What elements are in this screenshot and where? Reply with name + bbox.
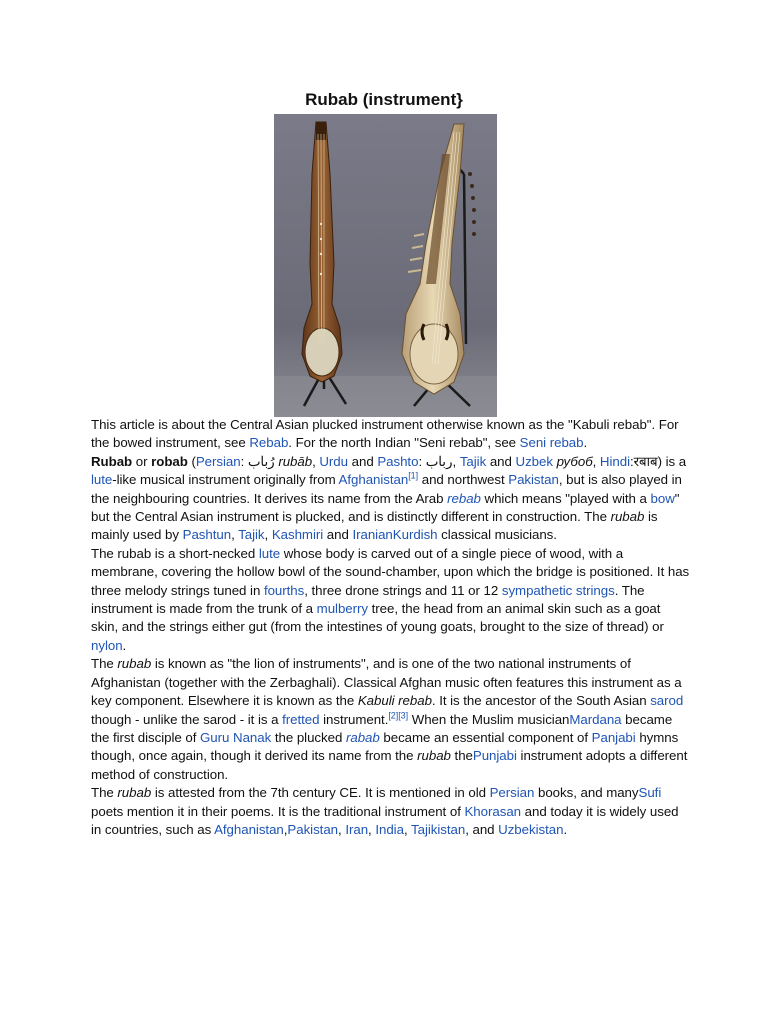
text: , <box>283 821 288 837</box>
link-kurdish[interactable]: Kurdish <box>392 527 438 543</box>
link-nylon[interactable]: nylon <box>91 637 123 653</box>
term-robab: robab <box>151 453 188 469</box>
reference-2-3[interactable]: [2][3] <box>388 710 409 721</box>
text: , <box>368 821 376 837</box>
link-pashtun[interactable]: Pashtun <box>182 527 232 543</box>
paragraph-usage <box>91 784 691 839</box>
text: . <box>583 435 588 451</box>
link-guru-nanak[interactable]: Guru Nanak <box>200 729 272 745</box>
text: , <box>452 453 460 469</box>
link-afghanistan[interactable]: Afghanistan <box>338 472 409 488</box>
text: " but the Central Asian instrument is plucked, and is distinctly different in construction. The <box>91 490 680 525</box>
text: . For the north Indian "Seni rebab", see <box>288 435 520 451</box>
text: is known as "the lion of instruments", and is one of the two national instruments of Afghanistan (together with the Zerbaghali). Classical Afghan music often features this instrument as a key component. Elsewhere it is known as the <box>91 656 682 709</box>
link-rebab[interactable]: Rebab <box>249 435 289 451</box>
text: , three drone strings and 11 or 12 <box>304 582 502 598</box>
hatnote <box>91 416 691 453</box>
text: : <box>418 453 426 469</box>
link-persian[interactable]: Persian <box>195 453 241 469</box>
link-mulberry[interactable]: mulberry <box>316 601 368 617</box>
link-sympathetic-strings[interactable]: sympathetic strings <box>501 582 615 598</box>
link-fretted[interactable]: fretted <box>282 711 320 727</box>
link-tajik-people[interactable]: Tajik <box>238 527 265 543</box>
term-kabuli-rebab: Kabuli rebab <box>357 693 432 709</box>
rubab-photo <box>274 114 497 417</box>
link-iran[interactable]: Iran <box>345 821 369 837</box>
term-rubab: Rubab <box>91 453 133 469</box>
persian-script: رُباب <box>247 453 275 469</box>
text: The <box>91 656 118 672</box>
text: , <box>403 821 411 837</box>
text: This article is about the Central Asian plucked instrument otherwise known as the "Kabuli rebab". For the bowed instrument, see <box>91 417 679 451</box>
link-panjabi[interactable]: Panjabi <box>591 729 636 745</box>
hindi-script: रबाब <box>633 453 658 469</box>
cyrillic-term: рубоб <box>556 453 593 469</box>
text: which means "played with a <box>480 490 651 506</box>
term-rubab-italic: rubab <box>610 509 645 525</box>
text: instrument adopts a different method of construction. <box>91 748 688 782</box>
link-sarod[interactable]: sarod <box>650 693 684 709</box>
link-uzbek[interactable]: Uzbek <box>515 453 553 469</box>
reference-1[interactable]: [1] <box>408 470 419 481</box>
text: : <box>629 453 634 469</box>
article-body <box>91 416 691 839</box>
text: the plucked <box>271 729 346 745</box>
text: hymns though, once again, though it derived its name from the <box>91 729 679 764</box>
text: instrument. <box>319 711 389 727</box>
text: poets mention it in their poems. It is the traditional instrument of <box>91 803 465 819</box>
link-pakistan[interactable]: Pakistan <box>287 821 339 837</box>
term-rubab-italic: rubab <box>117 785 152 801</box>
link-persian[interactable]: Persian <box>489 785 535 801</box>
pashto-script: رباب <box>425 453 453 469</box>
link-khorasan[interactable]: Khorasan <box>464 803 522 819</box>
link-fourths[interactable]: fourths <box>263 582 305 598</box>
text: : <box>240 453 248 469</box>
link-bow[interactable]: bow <box>650 490 675 506</box>
text: ) is a <box>657 453 687 469</box>
link-pakistan[interactable]: Pakistan <box>508 472 559 488</box>
text: ( <box>187 453 196 469</box>
paragraph-construction <box>91 545 691 655</box>
term-rubab-italic: rubab <box>117 656 152 672</box>
text: . It is the ancestor of the South Asian <box>431 693 651 709</box>
link-mardana[interactable]: Mardana <box>569 711 622 727</box>
text: , but is also played in the neighbouring countries. It derives its name from the Arab <box>91 472 682 506</box>
text: classical musicians. <box>437 527 557 543</box>
link-lute[interactable]: lute <box>258 545 281 561</box>
link-tajikistan[interactable]: Tajikistan <box>411 821 466 837</box>
text: or <box>132 453 152 469</box>
text: became the first disciple of <box>91 711 673 745</box>
text: -like musical instrument originally from <box>112 472 339 488</box>
text: The rubab is a short-necked <box>91 545 259 561</box>
link-sufi[interactable]: Sufi <box>638 785 662 801</box>
link-afghanistan[interactable]: Afghanistan <box>214 821 284 837</box>
text: , and <box>465 821 499 837</box>
link-rebab-term[interactable]: rebab <box>447 490 481 506</box>
link-kashmiri[interactable]: Kashmiri <box>271 527 324 543</box>
text: tree, the head from an animal skin such as a goat skin, and the strings either gut (from the intestines of young goats, brought to the size of thread) or <box>91 601 664 635</box>
link-lute[interactable]: lute <box>91 472 113 488</box>
link-uzbekistan[interactable]: Uzbekistan <box>498 821 564 837</box>
paragraph-history <box>91 655 691 784</box>
text: The <box>91 785 118 801</box>
link-hindi[interactable]: Hindi <box>599 453 630 469</box>
text: whose body is carved out of a single piece of wood, with a membrane, covering the hollow bowl of the sound-chamber, upon which the bridge is positioned. It has three melody strings tuned in <box>91 545 690 598</box>
text: and <box>486 453 516 469</box>
text: When the Muslim musician <box>408 711 570 727</box>
text: books, and many <box>534 785 639 801</box>
text: the <box>450 748 473 764</box>
text: , <box>264 527 272 543</box>
text: is mainly used by <box>91 509 658 543</box>
text: . <box>563 821 568 837</box>
text: . <box>122 637 127 653</box>
text: and northwest <box>418 472 509 488</box>
page-title: Rubab (instrument} <box>305 90 463 109</box>
text: is attested from the 7th century CE. It is mentioned in old <box>151 785 490 801</box>
transliteration: rubāb <box>278 453 313 469</box>
link-urdu[interactable]: Urdu <box>319 453 348 469</box>
text: , <box>231 527 239 543</box>
text: became an essential component of <box>379 729 592 745</box>
text: , <box>312 453 320 469</box>
link-iranian[interactable]: Iranian <box>352 527 393 543</box>
link-seni-rebab[interactable]: Seni rebab <box>519 435 584 451</box>
text: though - unlike the sarod - it is a <box>91 711 283 727</box>
text: , <box>592 453 600 469</box>
link-tajik[interactable]: Tajik <box>459 453 487 469</box>
paragraph-intro <box>91 453 691 545</box>
link-punjabi[interactable]: Punjabi <box>472 748 517 764</box>
text: and <box>348 453 378 469</box>
link-india[interactable]: India <box>375 821 404 837</box>
link-pashto[interactable]: Pashto <box>377 453 419 469</box>
text: and <box>323 527 353 543</box>
text: . The instrument is made from the trunk of a <box>91 582 645 617</box>
term-rubab-italic: rubab <box>417 748 451 764</box>
link-rabab[interactable]: rabab <box>345 729 380 745</box>
text: , <box>338 821 346 837</box>
text: and today it is widely used in countries, such as <box>91 803 679 837</box>
